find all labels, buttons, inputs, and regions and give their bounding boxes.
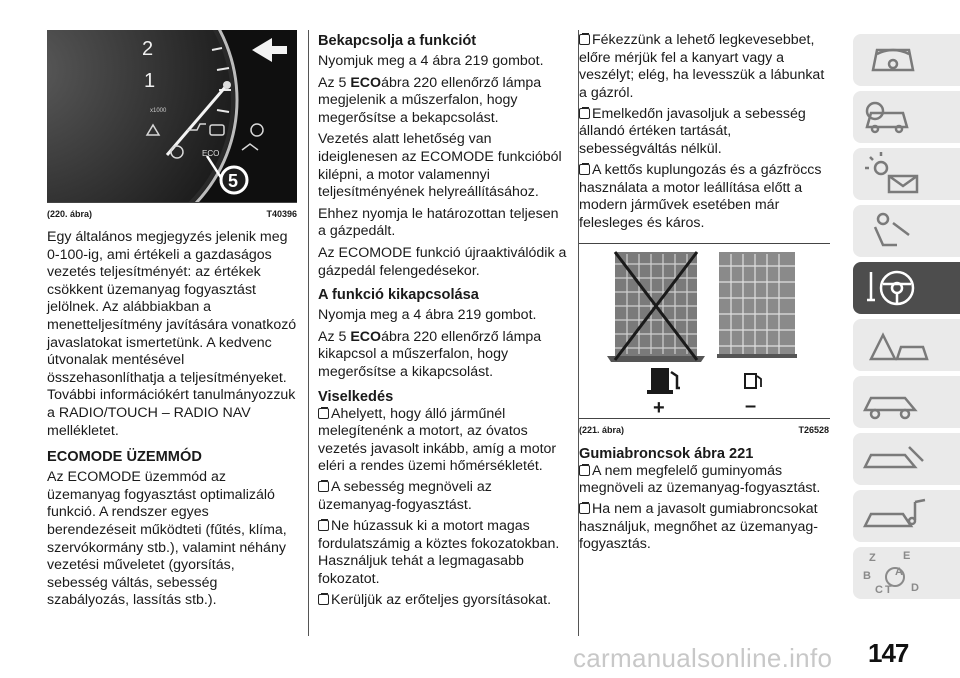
list-item — [579, 32, 829, 102]
chapter-tab-multimedia[interactable] — [853, 490, 960, 542]
watermark: carmanualsonline.info — [573, 643, 833, 673]
chapter-tab-sidebar — [853, 34, 960, 604]
callout-number: 5 — [228, 171, 239, 191]
chapter-tab-driving[interactable] — [853, 262, 960, 314]
list-item-text: A kettős kuplungozás és a gázfröccs használata a motor leállítása előtt a modern járművek esetében már felesleges és káros. — [579, 162, 822, 231]
gauge-unit-label: x1000 — [150, 108, 167, 114]
index-letter-c: C — [875, 584, 883, 596]
chapter-tab-safety[interactable] — [853, 205, 960, 257]
gauge-number-2: 2 — [142, 38, 154, 60]
list-item-text: Ne húzassuk ki a motort magas fordulatszámig a köztes fokozatokban. Használjuk tehát a legmagasabb fokozatot. — [318, 518, 560, 587]
deactivate-heading: A funkció kikapcsolása — [318, 287, 479, 304]
car-wrench-icon — [853, 433, 960, 485]
list-item-text: Emelkedőn javasoljuk a sebesség állandó értéken tartását, sebességváltás nélkül. — [579, 105, 806, 158]
index-letter-e: E — [903, 550, 911, 562]
ecomode-heading: ECOMODE ÜZEMMÓD — [47, 449, 202, 466]
index-letter-t: T — [885, 584, 892, 596]
gauge-number-1: 1 — [144, 70, 156, 92]
checkbox-bullet-icon — [318, 408, 329, 419]
activate-heading: Bekapcsolja a funkciót — [318, 33, 477, 49]
figure-221-caption-row — [579, 425, 829, 435]
checkbox-bullet-icon — [318, 594, 329, 605]
column-2 — [318, 32, 570, 613]
column-3 — [579, 32, 829, 558]
index-letter-a: A — [895, 566, 903, 578]
chapter-tab-warnings[interactable] — [853, 319, 960, 371]
list-item-text: A sebesség megnöveli az üzemanyag-fogyasztást. — [318, 479, 492, 513]
chapter-tab-index[interactable] — [853, 547, 960, 599]
list-item-text: Ha nem a javasolt gumiabroncsokat használjuk, megnőhet az üzemanyag-fogyasztás. — [579, 501, 818, 553]
list-item — [579, 162, 829, 232]
car-front-info-icon — [853, 91, 960, 143]
car-dashboard-icon — [853, 34, 960, 86]
chapter-tab-dashboard[interactable] — [853, 34, 960, 86]
minus-sign: – — [745, 394, 757, 417]
list-item-text: A nem megfelelő guminyomás megnöveli az üzemanyag-fogyasztást. — [579, 462, 821, 497]
column-divider-1 — [308, 30, 309, 636]
key-steering-wheel-icon — [853, 262, 960, 314]
chapter-tab-lights[interactable] — [853, 148, 960, 200]
deactivate-step-2 — [318, 329, 570, 382]
car-side-icon — [853, 376, 960, 428]
figure-221-caption: (221. ábra) — [579, 424, 625, 435]
figure-220-code: T40396 — [266, 209, 297, 219]
list-item — [318, 479, 570, 514]
checkbox-bullet-icon — [579, 108, 590, 119]
index-letter-b: B — [863, 570, 871, 582]
checkbox-bullet-icon — [579, 503, 590, 514]
accelerator-paragraph: Ehhez nyomja le határozottan teljesen a gázpedált. — [318, 205, 559, 240]
tire-pressure-illustration — [579, 244, 830, 418]
text-suffix: ábra 220 ellenőrző lámpa megjelenik a műszerfalon, hogy megerősítse a bekapcsolást. — [318, 74, 542, 126]
list-item-text: Kerüljük az erőteljes gyorsításokat. — [331, 591, 552, 608]
chapter-tab-emergency[interactable] — [853, 376, 960, 428]
list-item-text: Fékezzünk a lehető legkevesebbet, előre mérjük fel a kanyart vagy a veszélyt; elég, ha levesszük a lábunkat a gázról. — [579, 32, 825, 101]
checkbox-bullet-icon — [579, 465, 590, 476]
index-letter-d: D — [911, 582, 919, 594]
figure-220-caption-row — [47, 209, 297, 219]
alphabet-index-icon — [853, 547, 960, 599]
checkbox-bullet-icon — [579, 34, 590, 45]
correct-tire-icon — [717, 252, 797, 358]
index-letter-z: Z — [869, 552, 876, 564]
text-prefix: Az 5 — [318, 74, 351, 91]
warning-car-icon — [853, 319, 960, 371]
eco-keyword: ECO — [350, 328, 382, 345]
eco-score-paragraph: Egy általános megjegyzés jelenik meg 0-100-ig, ami értékeli a gazdaságos vezetés teljesítményét: az értékek csökkent üzemanyag fogyasztást jelölnek. Az alábbiakban a menetteljesítmény javítására vonatkozó javaslatokat ismertetünk. A kedvenc útvonalak mentésével összehasonlíthatja a teljesítményeket. További információkért tanulmányozzuk a RADIO/TOUCH – RADIO NAV mellékletet. — [47, 229, 297, 439]
reactivation-paragraph: Az ECOMODE funkció újraaktiválódik a gázpedál felengedésekor. — [318, 244, 567, 279]
checkbox-bullet-icon — [318, 481, 329, 492]
list-item — [318, 406, 570, 476]
ecomode-paragraph: Az ECOMODE üzemmód az üzemanyag fogyasztást optimalizáló funkció. A rendszer egyes berendezéseit működteti (fűtés, klíma, szervókormány stb.), valamint néhány vezetési műveletet (gyorsítás, sebesség váltás, sebesség szabályozás, lassítás stb.). — [47, 469, 287, 609]
page-number: 147 — [868, 638, 909, 668]
temporary-exit-paragraph: Vezetés alatt lehetőség van ideiglenesen az ECOMODE funkcióból kilépni, a motor valamennyi teljesítményének helyreállításához. — [318, 131, 562, 201]
list-item — [579, 106, 829, 159]
list-item — [579, 501, 829, 554]
activate-step-1: Nyomjuk meg a 4 ábra 219 gombot. — [318, 53, 544, 69]
lights-envelope-icon — [853, 148, 960, 200]
list-item-text: Ahelyett, hogy álló járműnél melegítenénk a motort, az óvatos vezetés javasolt inkább, amíg a motor eléri a rendes üzemi hőmérsékletét. — [318, 405, 557, 475]
tires-heading: Gumiabroncsok ábra 221 — [579, 445, 754, 462]
eco-indicator-label: ECO — [202, 149, 220, 158]
eco-keyword: ECO — [350, 74, 382, 91]
list-item — [318, 592, 570, 610]
list-item — [579, 463, 829, 498]
figure-220-dashboard — [47, 30, 297, 203]
deactivate-step-1: Nyomja meg a 4 ábra 219 gombot. — [318, 307, 537, 324]
chapter-tab-car-info[interactable] — [853, 91, 960, 143]
figure-221-code: T26528 — [798, 424, 829, 435]
figure-220-caption: (220. ábra) — [47, 209, 93, 219]
plus-sign: + — [653, 396, 665, 418]
dashboard-gauge-illustration — [47, 30, 297, 202]
list-item — [318, 518, 570, 588]
figure-221-tires — [579, 243, 830, 419]
behaviour-heading: Viselkedés — [318, 388, 394, 405]
car-music-icon — [853, 490, 960, 542]
chapter-tab-maintenance[interactable] — [853, 433, 960, 485]
column-1 — [47, 30, 297, 614]
text-suffix: ábra 220 ellenőrző lámpa kikapcsol a műszerfalon, hogy megerősítse a kikapcsolást. — [318, 328, 542, 380]
activate-step-2 — [318, 75, 570, 128]
seat-airbag-icon — [853, 205, 960, 257]
text-prefix: Az 5 — [318, 328, 351, 345]
checkbox-bullet-icon — [318, 520, 329, 531]
checkbox-bullet-icon — [579, 164, 590, 175]
